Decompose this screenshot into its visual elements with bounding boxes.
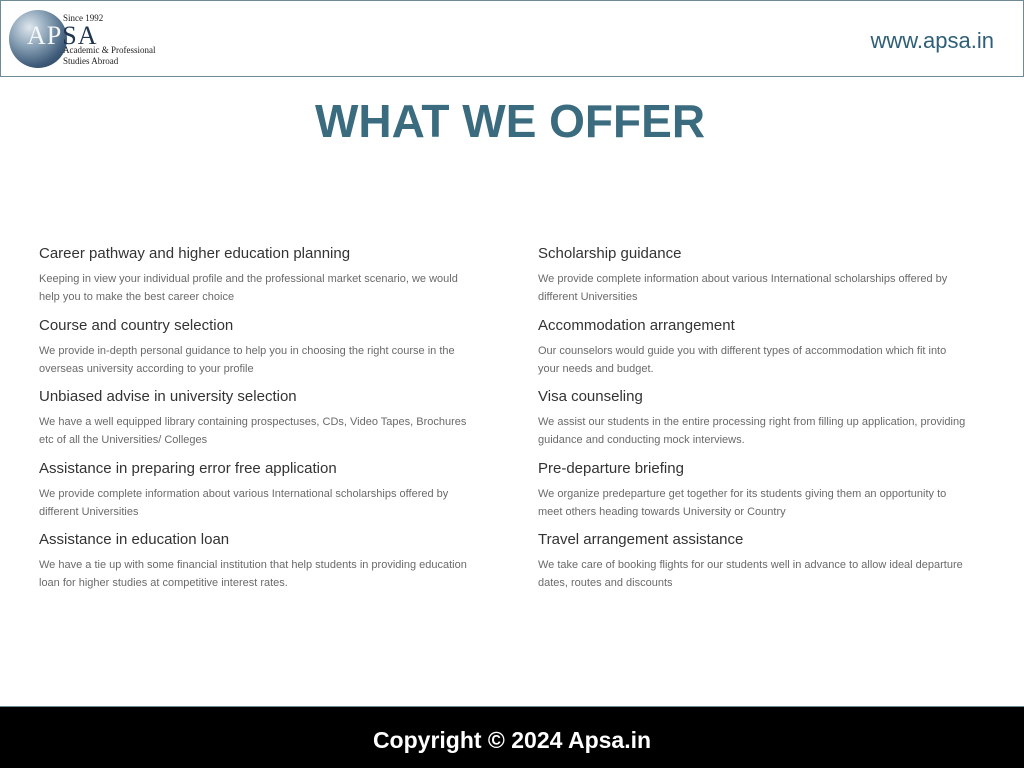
service-item	[538, 244, 968, 316]
footer-bar	[0, 706, 1024, 768]
service-item	[538, 459, 968, 531]
service-item	[39, 244, 469, 316]
service-description: We provide complete information about various International scholarships offered by different Universities	[538, 273, 948, 303]
service-description: We assist our students in the entire processing right from filling up application, providing guidance and conducting mock interviews.	[538, 416, 966, 446]
header-bar	[0, 0, 1024, 77]
service-title: Visa counseling	[538, 388, 643, 405]
apsa-logo[interactable]	[9, 9, 169, 71]
service-title: Course and country selection	[39, 316, 234, 334]
service-description: We take care of booking flights for our students well in advance to allow ideal departure dates, routes and discounts	[538, 559, 963, 589]
service-item	[538, 530, 968, 602]
service-description: We organize predeparture get together for its students giving them an opportunity to meet others heading towards University or Country	[538, 487, 947, 518]
service-item	[538, 387, 968, 459]
service-description: We provide complete information about various International scholarships offered by different Universities	[39, 487, 449, 518]
service-title: Unbiased advise in university selection	[39, 388, 297, 405]
service-title: Assistance in education loan	[39, 531, 230, 548]
services-right-column	[538, 244, 968, 602]
service-item	[39, 530, 469, 602]
service-description: We have a tie up with some financial institution that help students in providing education loan for higher studies at competitive interest rates.	[39, 559, 467, 589]
website-link[interactable]: www.apsa.in	[870, 28, 994, 53]
service-description: We provide in-depth personal guidance to help you in choosing the right course in the overseas university according to your profile	[39, 344, 455, 375]
copyright-text: Copyright © 2024 Apsa.in	[372, 727, 652, 753]
service-title: Accommodation arrangement	[538, 316, 735, 334]
services-left-column	[39, 244, 469, 602]
service-item	[39, 316, 469, 388]
service-title: Pre-departure briefing	[538, 459, 684, 477]
logo-wordmark: APSA	[27, 21, 98, 50]
service-description: We have a well equipped library containing prospectuses, CDs, Video Tapes, Brochures etc of all the Universities/ Colleges	[39, 416, 467, 446]
service-title: Scholarship guidance	[538, 245, 682, 262]
logo-tagline: Academic & Professional Studies Abroad	[63, 45, 156, 66]
service-title: Assistance in preparing error free application	[39, 459, 337, 477]
service-description: Keeping in view your individual profile and the professional market scenario, we would help you to make the best career choice	[39, 273, 458, 303]
service-item	[538, 316, 968, 388]
service-item	[39, 387, 469, 459]
service-item	[39, 459, 469, 531]
logo-since: Since 1992	[63, 13, 104, 23]
service-title: Career pathway and higher education planning	[39, 245, 351, 262]
service-description: Our counselors would guide you with different types of accommodation which fit into your needs and budget.	[538, 344, 947, 375]
service-title: Travel arrangement assistance	[538, 531, 744, 548]
page-title: WHAT WE OFFER	[314, 95, 706, 147]
